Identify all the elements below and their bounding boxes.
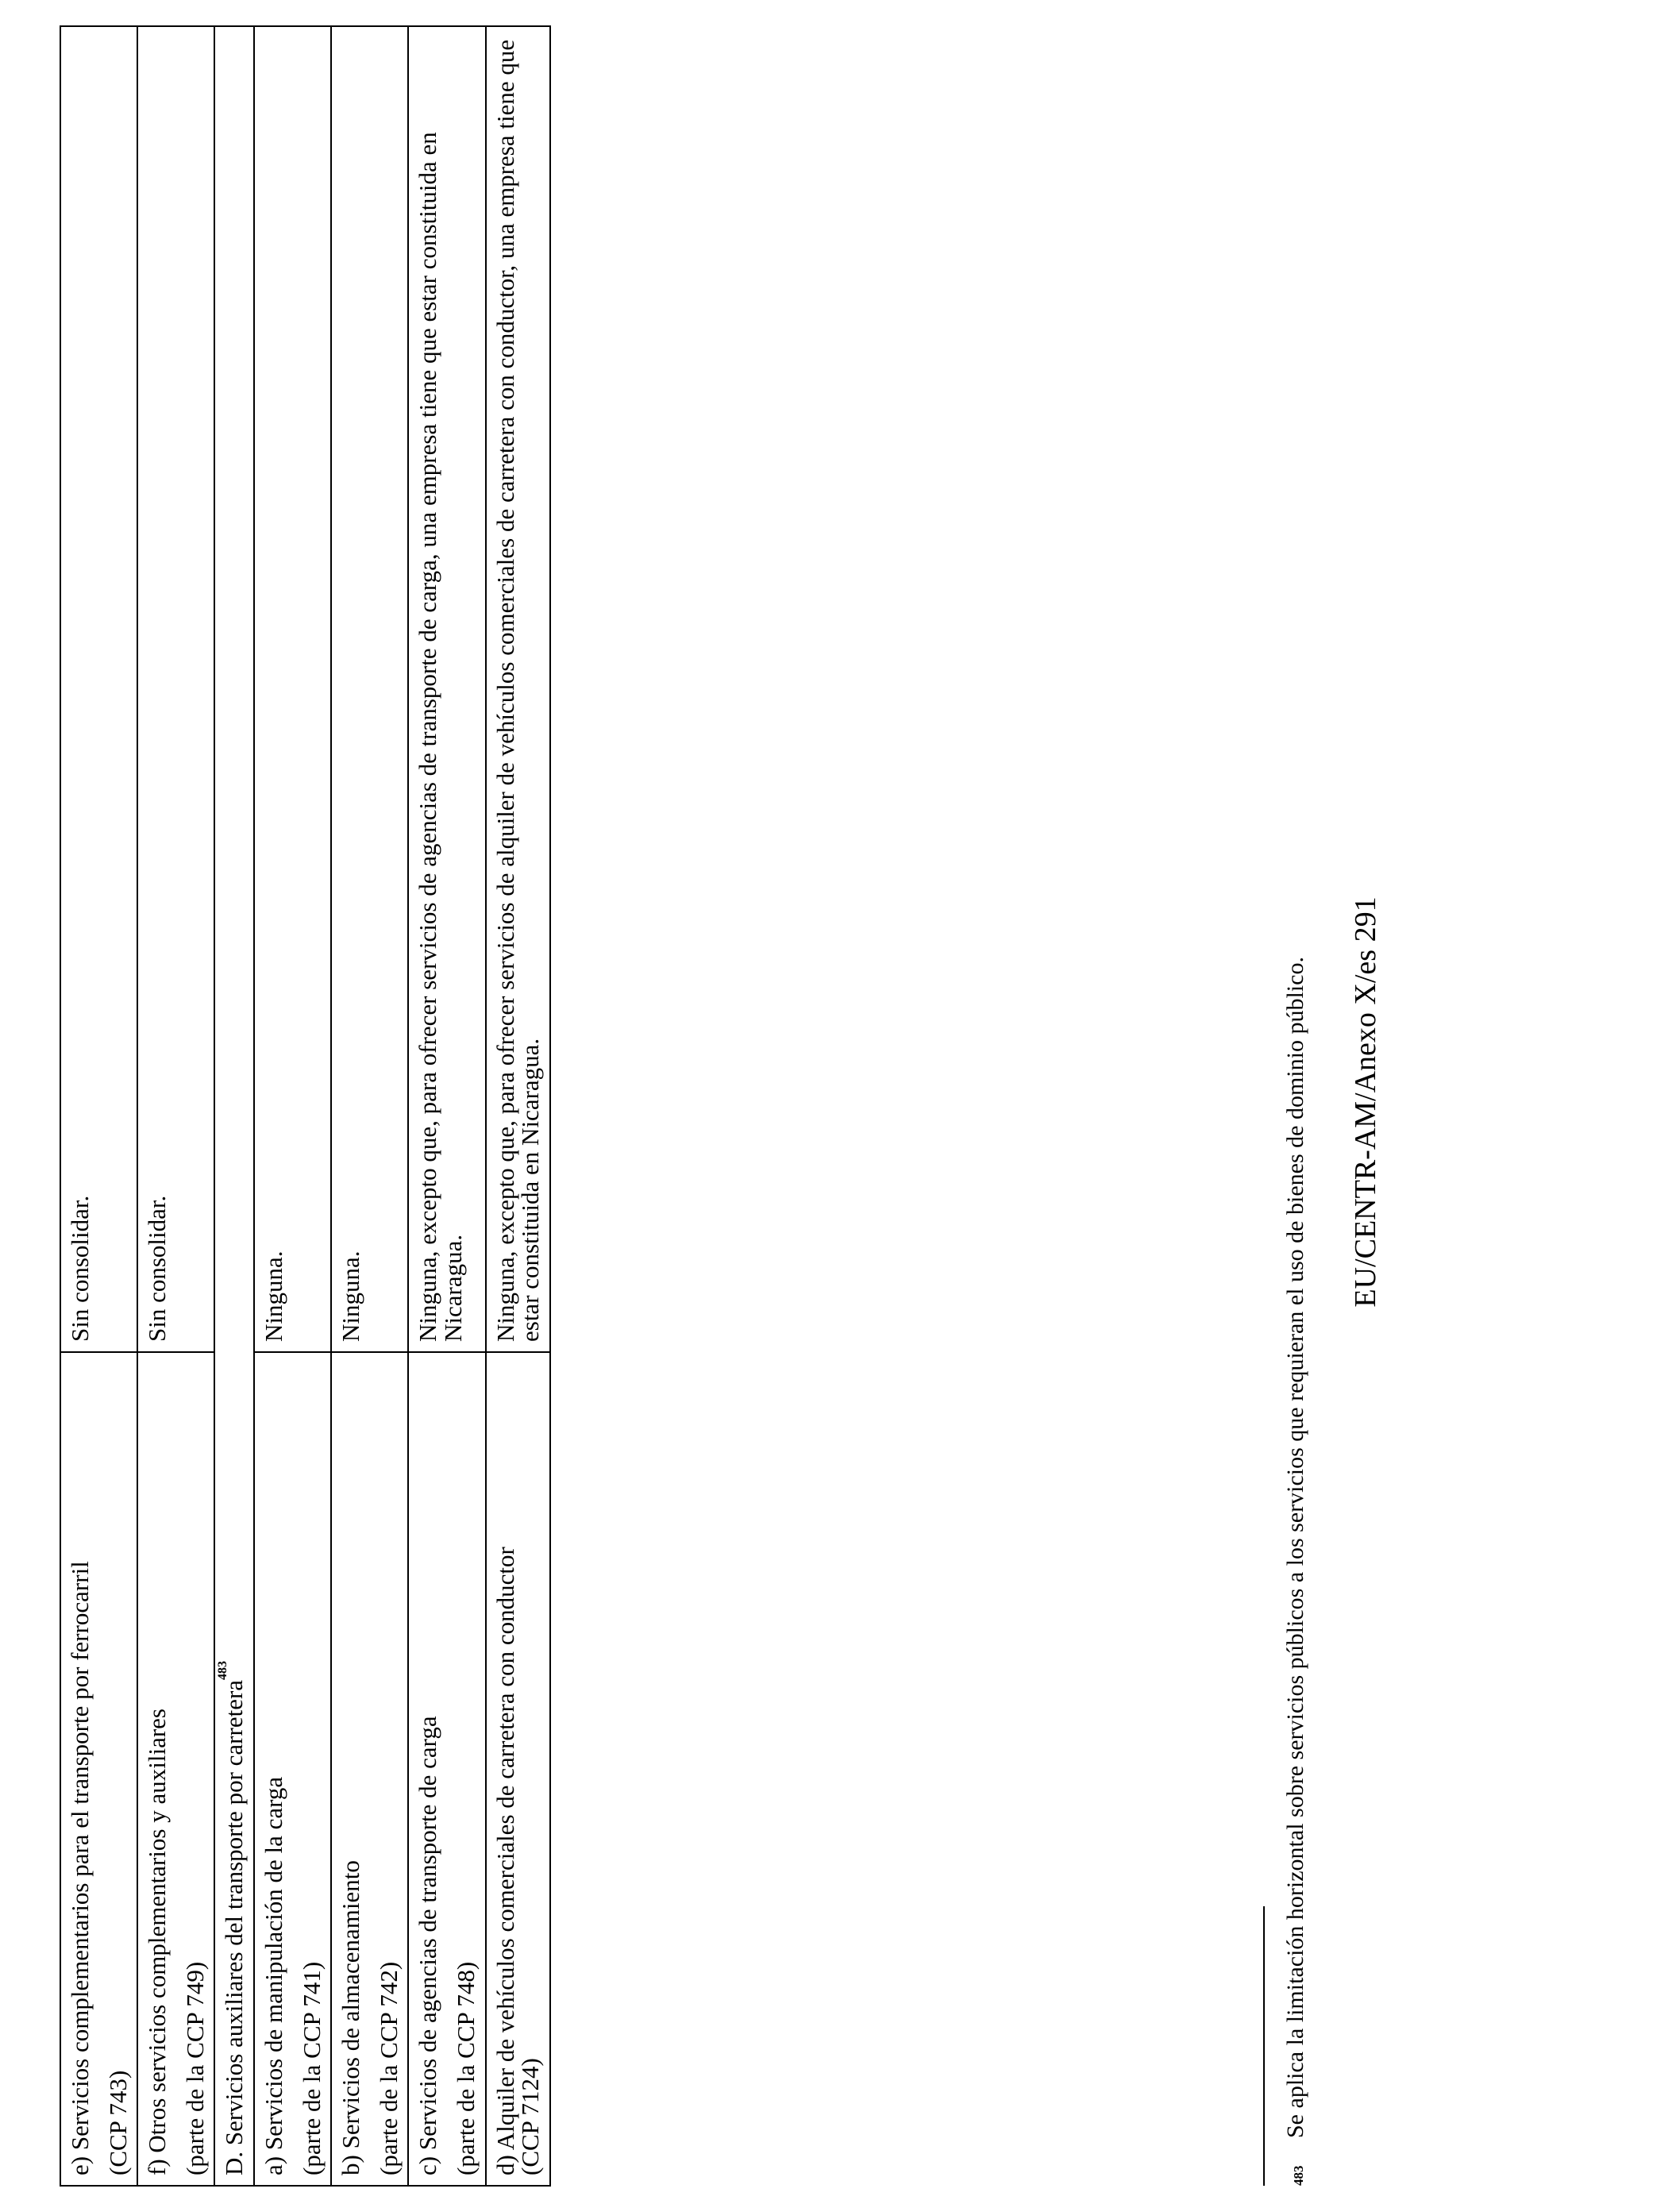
limitation-cell: Ninguna. xyxy=(331,26,408,1352)
sector-cell xyxy=(331,1352,408,2186)
sector-name: f) Otros servicios complementarios y auxiliares xyxy=(143,1709,171,2175)
sector-name: c) Servicios de agencias de transporte de carga xyxy=(414,1716,442,2175)
sector-cell xyxy=(60,1352,137,2186)
sector-cell xyxy=(408,1352,485,2186)
document-reference: EU/CENTR-AM/Anexo X/es 291 xyxy=(1349,896,1382,1308)
sector-cell xyxy=(254,1352,331,2186)
table-row xyxy=(408,26,485,2186)
sector-cell xyxy=(486,1352,550,2186)
sector-name: b) Servicios de almacenamiento xyxy=(337,1860,365,2175)
sector-code: (parte de la CCP 748) xyxy=(452,1961,480,2175)
limitation-cell: Ninguna. xyxy=(254,26,331,1352)
sector-name: d) Alquiler de vehículos comerciales de carretera con conductor xyxy=(491,1547,519,2175)
footnote-reference: 483 xyxy=(216,1660,230,1680)
table-row xyxy=(60,26,137,2186)
schedule-table xyxy=(60,25,551,2187)
sector-name: a) Servicios de manipulación de la carga xyxy=(260,1776,288,2175)
limitation-cell: Ninguna, excepto que, para ofrecer servicios de agencias de transporte de carga, una empresa tiene que estar constituida en Nicaragua. xyxy=(408,26,485,1352)
limitation-cell: Sin consolidar. xyxy=(60,26,137,1352)
table-row xyxy=(254,26,331,2186)
footnote xyxy=(1282,42,1308,2186)
sector-code: (parte de la CCP 749) xyxy=(180,1961,209,2175)
limitation-cell: Sin consolidar. xyxy=(137,26,214,1352)
section-heading-row xyxy=(214,26,254,2186)
sector-code: (parte de la CCP 742) xyxy=(374,1961,403,2175)
sector-code: (parte de la CCP 741) xyxy=(297,1961,326,2175)
sector-cell xyxy=(137,1352,214,2186)
table-row xyxy=(137,26,214,2186)
section-heading-cell xyxy=(214,26,254,2186)
sector-code: (CCP 7124) xyxy=(516,2058,545,2175)
sector-code: (CCP 743) xyxy=(103,2070,132,2175)
table-row xyxy=(331,26,408,2186)
section-heading: D. Servicios auxiliares del transporte por carretera xyxy=(220,1679,249,2175)
table-row xyxy=(486,26,550,2186)
footnote-text: Se aplica la limitación horizontal sobre servicios públicos a los servicios que requieran el uso de bienes de dominio público. xyxy=(1282,957,1308,2138)
sector-name: e) Servicios complementarios para el transporte por ferrocarril xyxy=(66,1561,94,2175)
footnote-number: 483 xyxy=(1291,2165,1306,2186)
footnote-divider xyxy=(1263,1906,1265,2186)
limitation-cell: Ninguna, excepto que, para ofrecer servicios de alquiler de vehículos comerciales de carretera con conductor, una empresa tiene que estar constituida en Nicaragua. xyxy=(486,26,550,1352)
